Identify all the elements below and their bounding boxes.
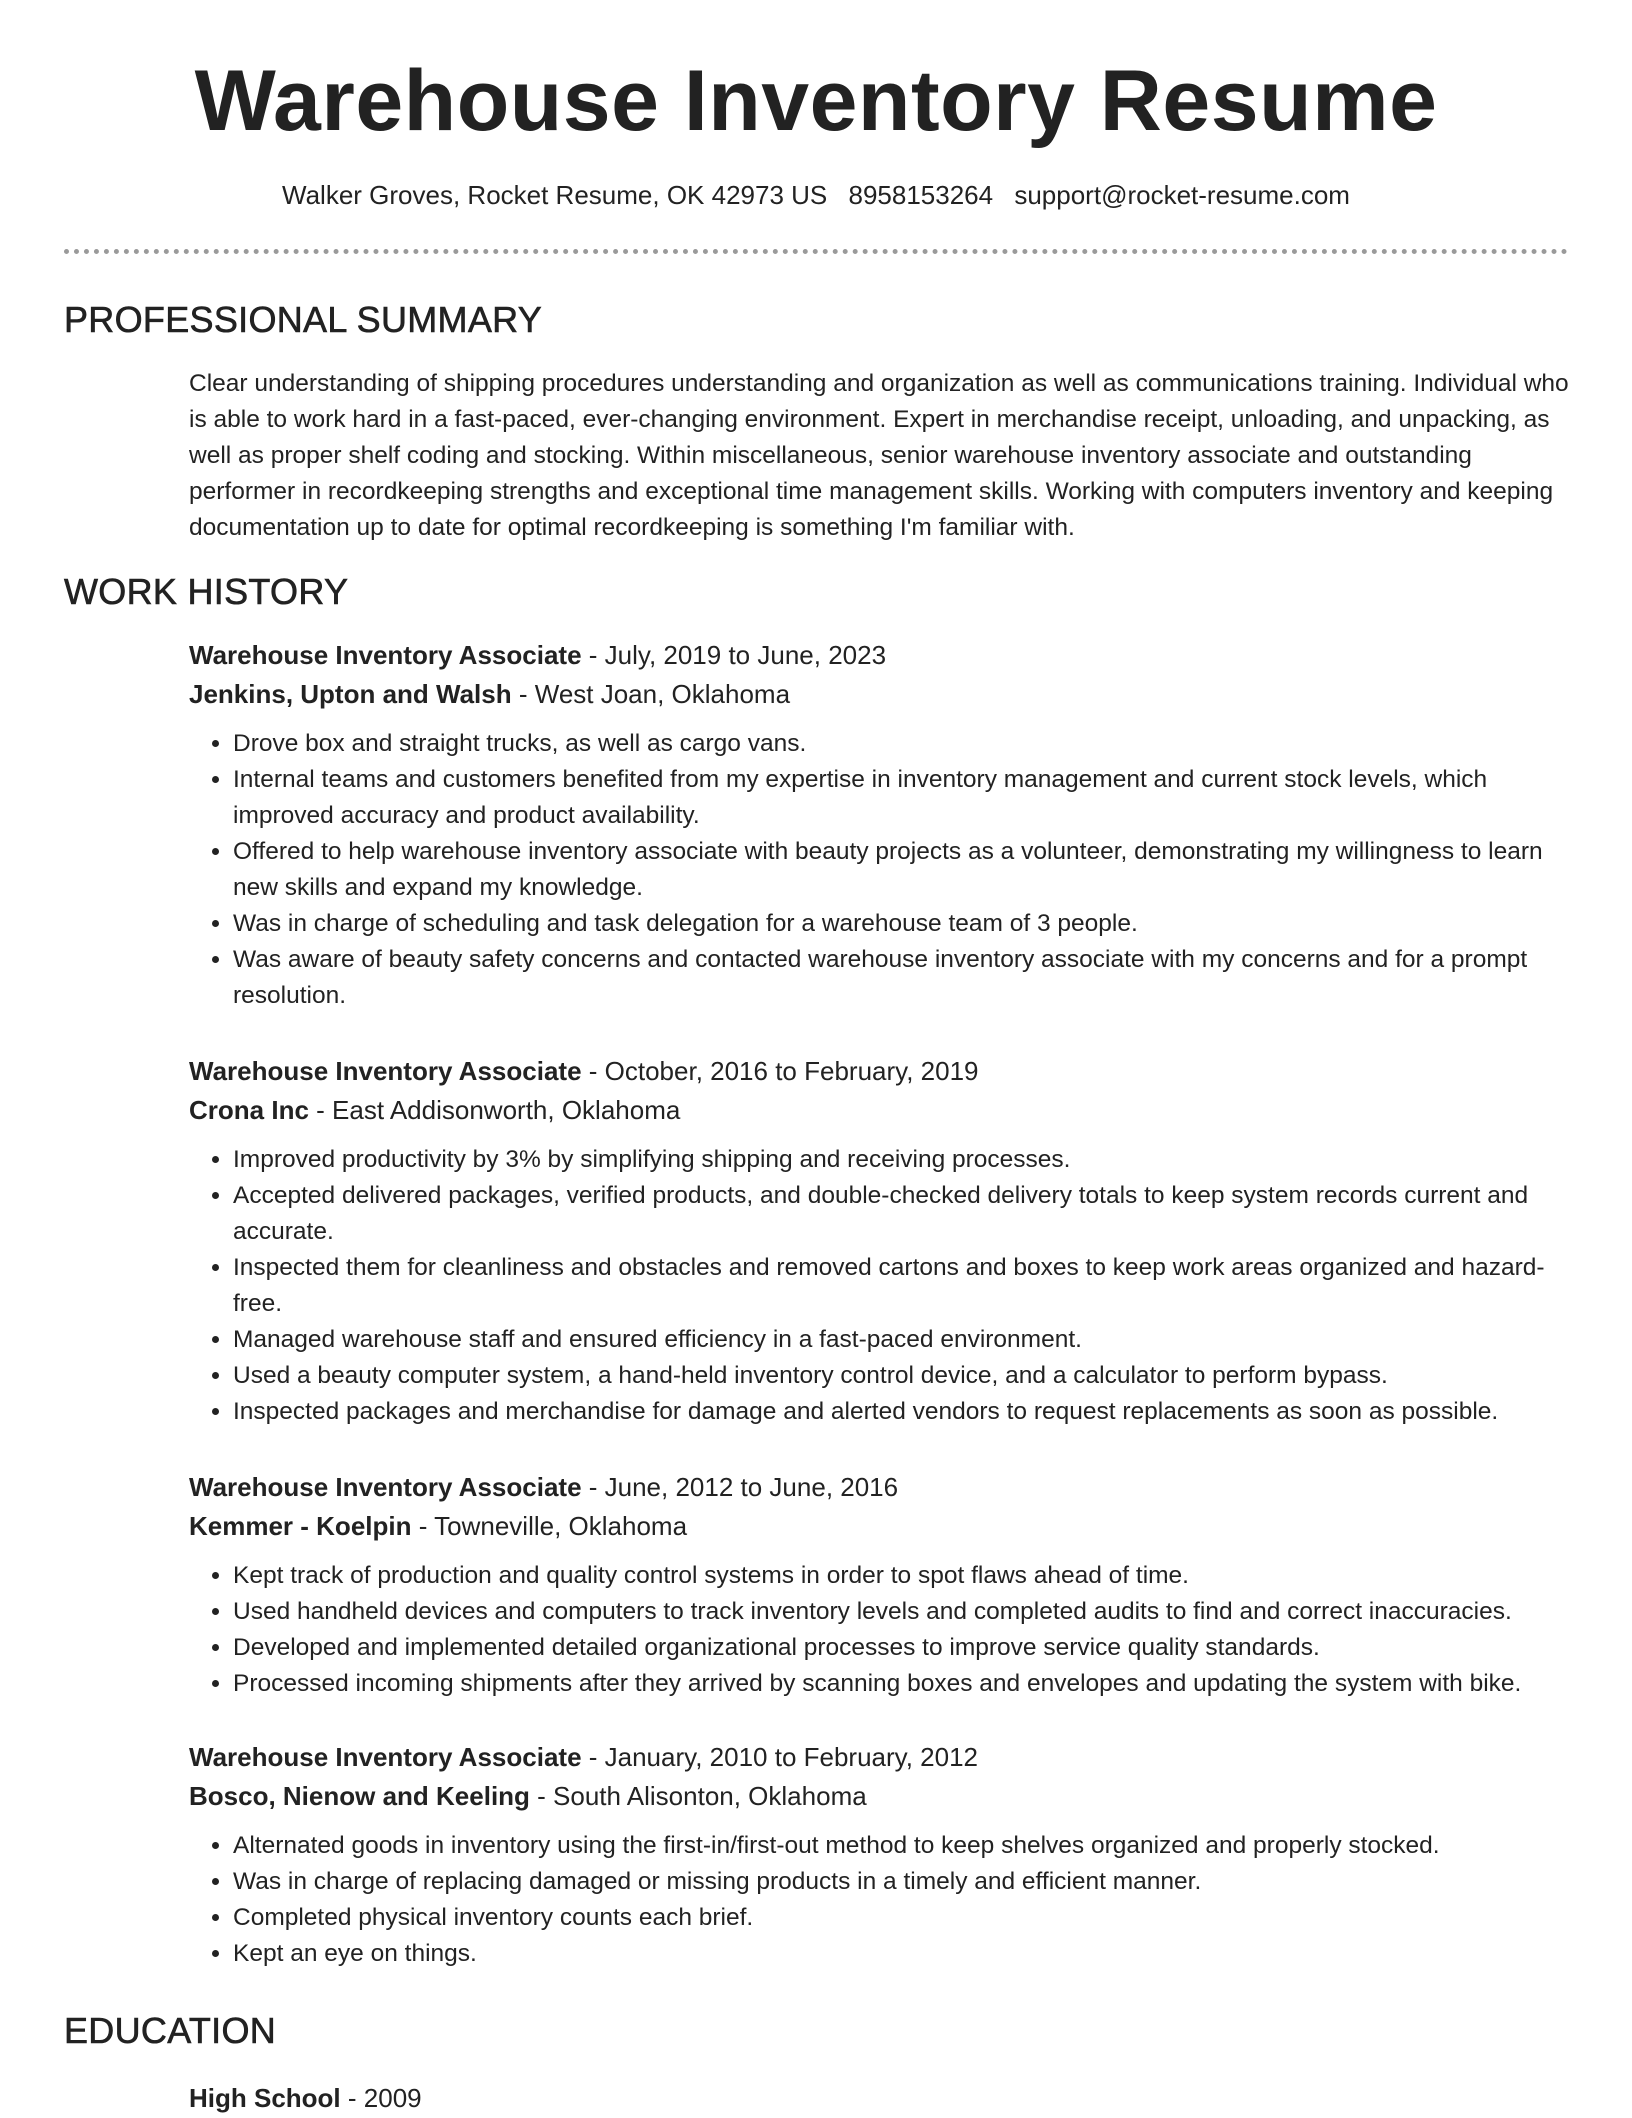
- job-entry: [189, 1738, 1569, 1972]
- job-company-line: [189, 1777, 1569, 1816]
- job-bullet: • Inspected packages and merchandise for damage and alerted vendors to request replacements as soon as possible.: [233, 1394, 1569, 1430]
- job-location: - East Addisonworth, Oklahoma: [308, 1095, 681, 1125]
- job-title: Warehouse Inventory Associate: [189, 1472, 582, 1502]
- header-divider: [64, 249, 1568, 254]
- job-bullet: • Drove box and straight trucks, as well as cargo vans.: [233, 726, 1569, 762]
- job-bullet: • Inspected them for cleanliness and obstacles and removed cartons and boxes to keep work areas organized and hazard-free.: [233, 1250, 1569, 1322]
- section-title-summary: PROFESSIONAL SUMMARY: [64, 299, 543, 340]
- job-entry: [189, 1052, 1569, 1430]
- job-title: Warehouse Inventory Associate: [189, 640, 582, 670]
- job-bullet: • Was aware of beauty safety concerns and contacted warehouse inventory associate with my concerns and for a prompt resolution.: [233, 942, 1569, 1014]
- job-dates: - October, 2016 to February, 2019: [581, 1056, 979, 1086]
- job-bullet: • Completed physical inventory counts each brief.: [233, 1900, 1569, 1936]
- job-company-line: [189, 1507, 1569, 1546]
- summary-text: Clear understanding of shipping procedures understanding and organization as well as communications training. Individual who is able to work hard in a fast-paced, ever-changing environment. Expert in merchandise receipt, unloading, and unpacking, as well as proper shelf coding and stocking. Within miscellaneous, senior warehouse inventory associate and outstanding performer in recordkeeping strengths and exceptional time management skills. Working with computers inventory and keeping documentation up to date for optimal recordkeeping is something I'm familiar with.: [189, 370, 1569, 541]
- job-bullets: [189, 1142, 1569, 1430]
- job-dates: - January, 2010 to February, 2012: [581, 1742, 979, 1772]
- job-entry: [189, 636, 1569, 1014]
- job-dates: - July, 2019 to June, 2023: [581, 640, 887, 670]
- job-bullet: • Used a beauty computer system, a hand-held inventory control device, and a calculator to perform bypass.: [233, 1358, 1569, 1394]
- job-title-line: [189, 1738, 1569, 1777]
- job-company: Crona Inc: [189, 1095, 309, 1125]
- job-entry: [189, 1468, 1569, 1702]
- job-bullet: • Developed and implemented detailed organizational processes to improve service quality standards.: [233, 1630, 1569, 1666]
- job-title: Warehouse Inventory Associate: [189, 1056, 582, 1086]
- job-bullets: [189, 1558, 1569, 1702]
- job-title-line: [189, 1468, 1569, 1507]
- job-bullet: • Offered to help warehouse inventory associate with beauty projects as a volunteer, demonstrating my willingness to learn new skills and expand my knowledge.: [233, 834, 1569, 906]
- job-company-line: [189, 1091, 1569, 1130]
- contact-email[interactable]: support@rocket-resume.com: [1014, 180, 1350, 210]
- job-bullet: • Used handheld devices and computers to track inventory levels and completed audits to find and correct inaccuracies.: [233, 1594, 1569, 1630]
- job-company: Jenkins, Upton and Walsh: [189, 679, 512, 709]
- education-degree: High School: [189, 2083, 341, 2113]
- education-entry: [189, 2079, 422, 2118]
- job-bullet: • Managed warehouse staff and ensured efficiency in a fast-paced environment.: [233, 1322, 1569, 1358]
- contact-line: [0, 180, 1632, 211]
- job-title: Warehouse Inventory Associate: [189, 1742, 582, 1772]
- contact-phone[interactable]: 8958153264: [848, 180, 994, 210]
- job-company-line: [189, 675, 1569, 714]
- job-bullet: • Accepted delivered packages, verified products, and double-checked delivery totals to keep system records current and accurate.: [233, 1178, 1569, 1250]
- job-title-line: [189, 636, 1569, 675]
- job-bullets: [189, 1828, 1569, 1972]
- job-bullet: • Processed incoming shipments after they arrived by scanning boxes and envelopes and updating the system with bike.: [233, 1666, 1569, 1702]
- section-title-work-history: WORK HISTORY: [64, 571, 349, 612]
- job-bullet: • Alternated goods in inventory using the first-in/first-out method to keep shelves organized and properly stocked.: [233, 1828, 1569, 1864]
- job-bullet: • Improved productivity by 3% by simplifying shipping and receiving processes.: [233, 1142, 1569, 1178]
- education-year: - 2009: [340, 2083, 422, 2113]
- job-company: Bosco, Nienow and Keeling: [189, 1781, 530, 1811]
- job-bullet: • Kept an eye on things.: [233, 1936, 1569, 1972]
- job-dates: - June, 2012 to June, 2016: [581, 1472, 899, 1502]
- job-bullets: [189, 726, 1569, 1014]
- section-title-education: EDUCATION: [64, 2010, 277, 2051]
- job-location: - West Joan, Oklahoma: [511, 679, 791, 709]
- job-bullet: • Was in charge of scheduling and task delegation for a warehouse team of 3 people.: [233, 906, 1569, 942]
- job-bullet: • Was in charge of replacing damaged or missing products in a timely and efficient manner.: [233, 1864, 1569, 1900]
- job-bullet: • Internal teams and customers benefited from my expertise in inventory management and current stock levels, which improved accuracy and product availability.: [233, 762, 1569, 834]
- job-company: Kemmer - Koelpin: [189, 1511, 412, 1541]
- job-bullet: • Kept track of production and quality control systems in order to spot flaws ahead of time.: [233, 1558, 1569, 1594]
- contact-address: Walker Groves, Rocket Resume, OK 42973 US: [282, 180, 828, 210]
- resume-title: Warehouse Inventory Resume: [194, 53, 1438, 149]
- job-location: - South Alisonton, Oklahoma: [529, 1781, 867, 1811]
- job-title-line: [189, 1052, 1569, 1091]
- job-location: - Towneville, Oklahoma: [411, 1511, 688, 1541]
